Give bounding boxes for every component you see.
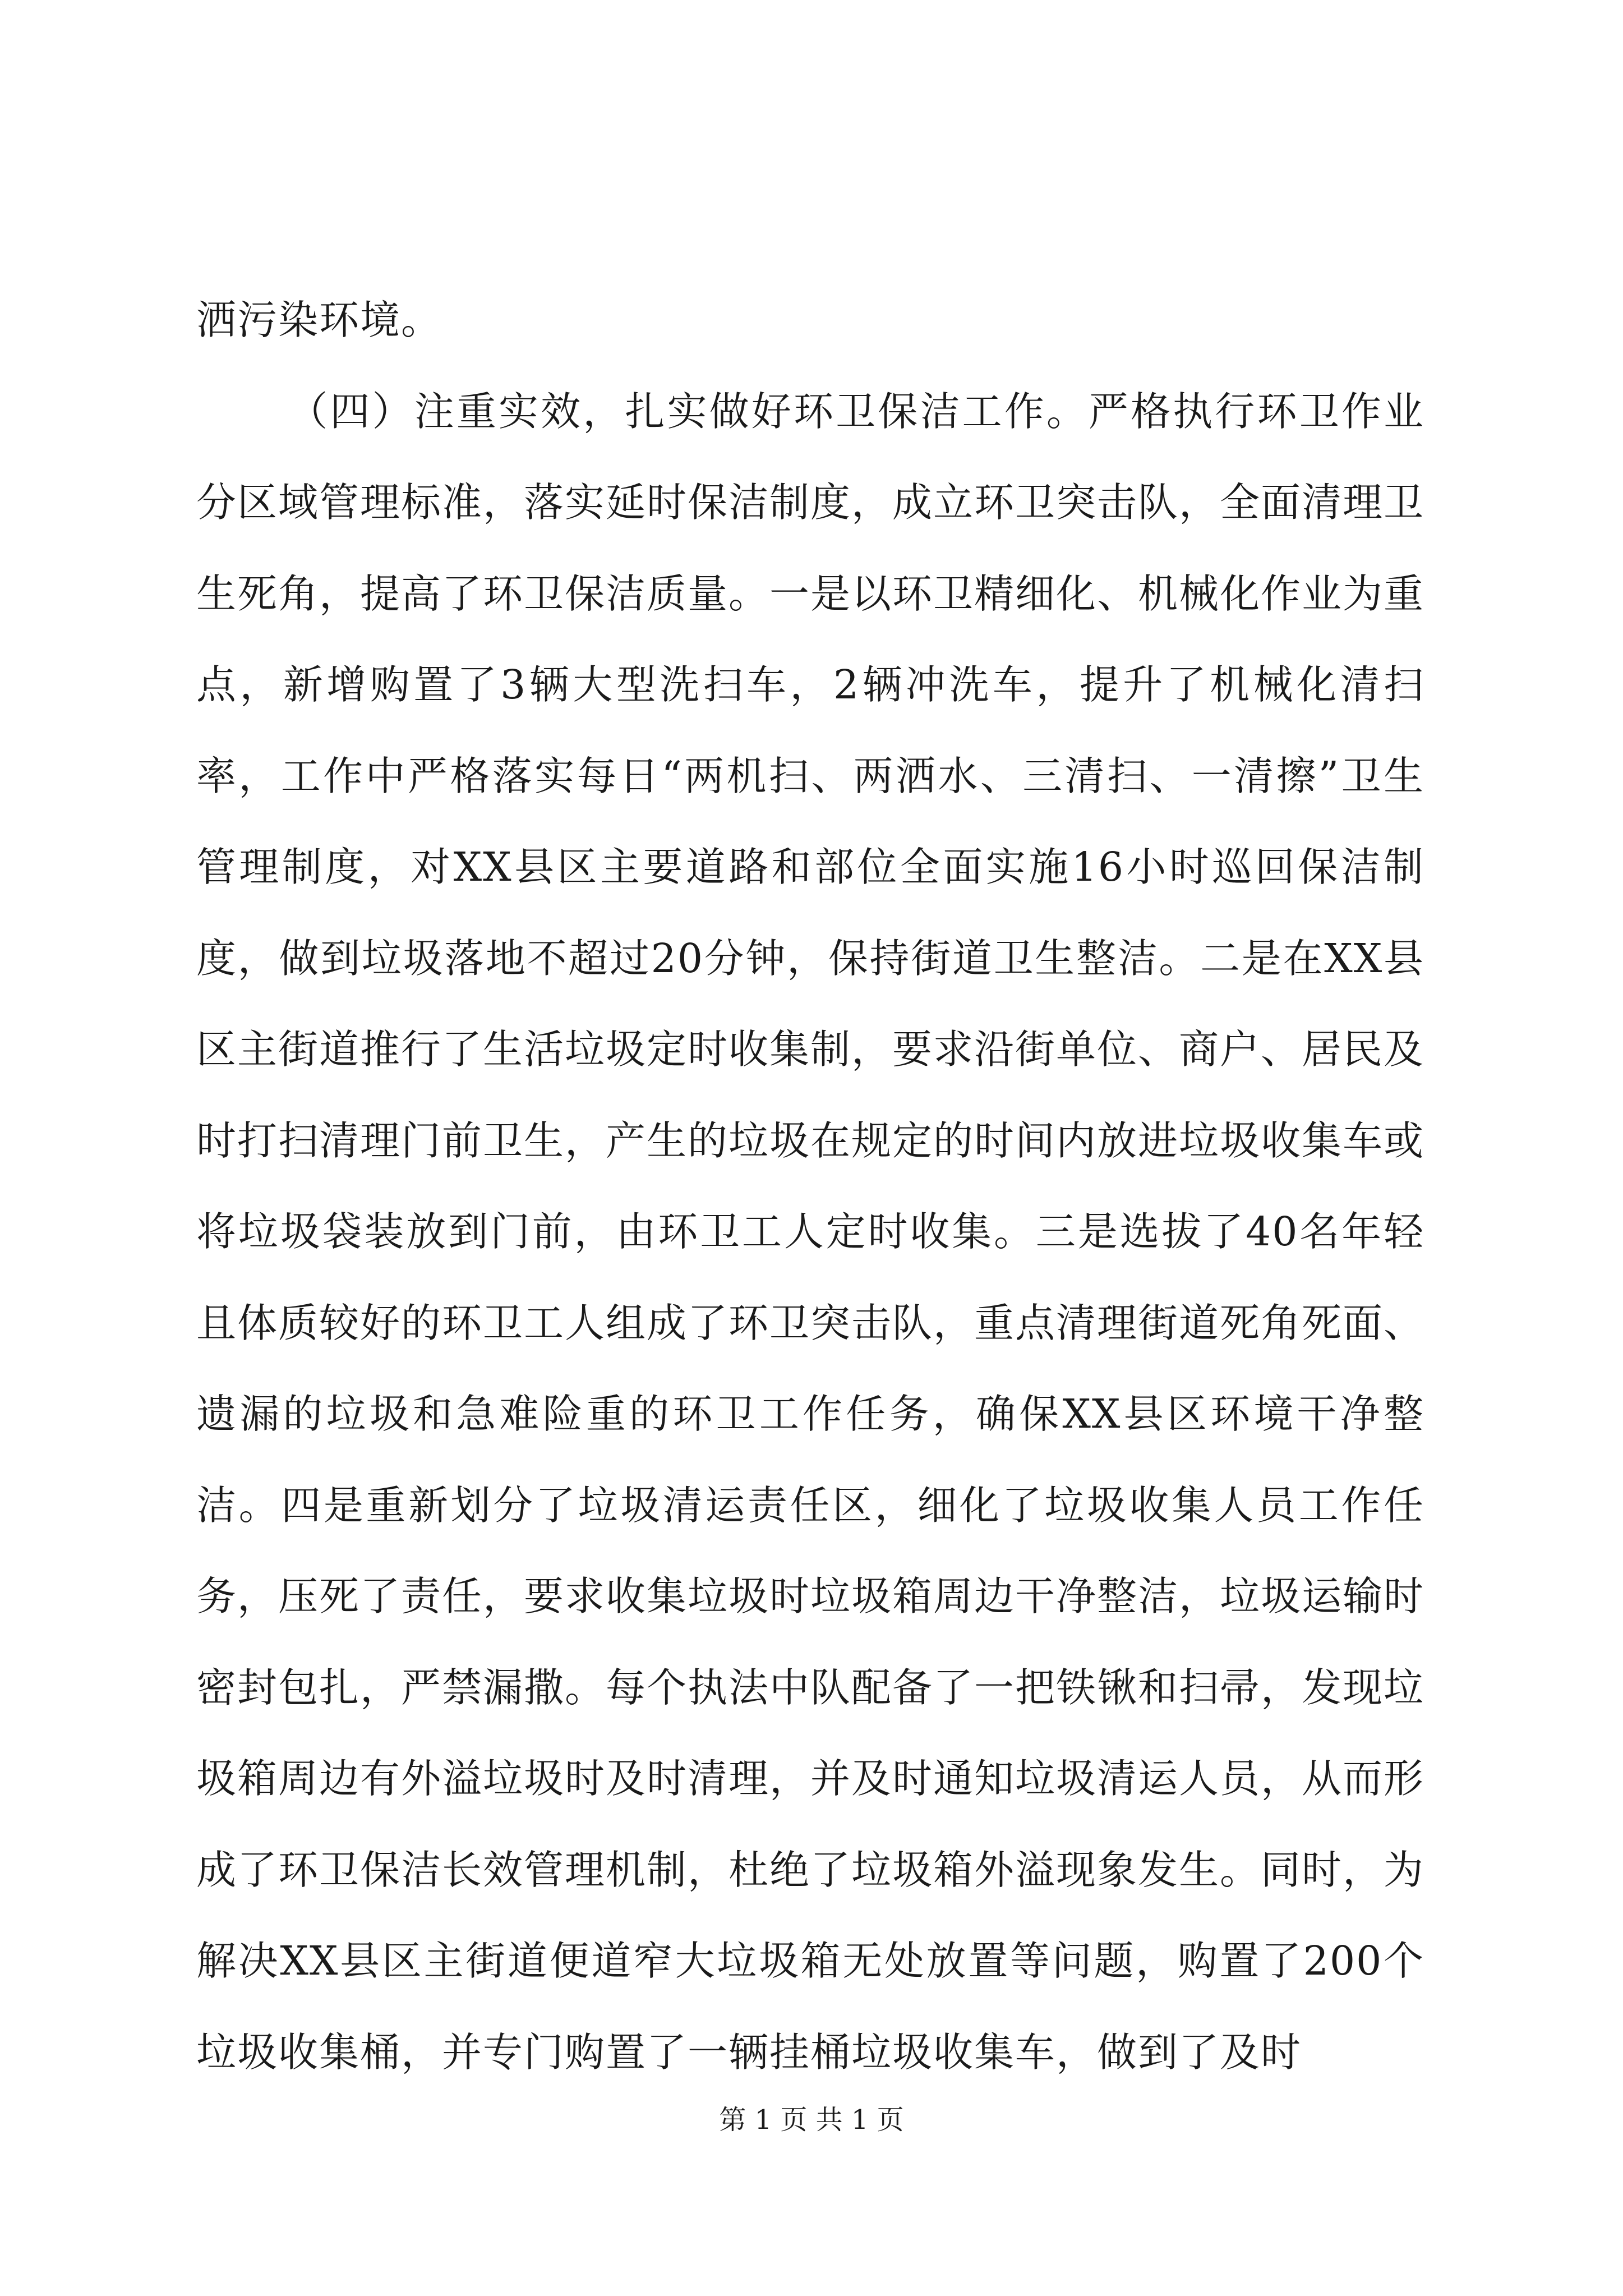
page-footer: 第 1 页 共 1 页 (719, 2104, 904, 2136)
paragraph-continuation: 洒污染环境。 (196, 297, 442, 343)
document-body (196, 275, 1424, 2098)
paragraph-section-four: （四）注重实效，扎实做好环卫保洁工作。严格执行环卫作业分区域管理标准，落实延时保洁制度，成立环卫突击队，全面清理卫生死角，提高了环卫保洁质量。一是以环卫精细化、机械化作业为重点，新增购置了3辆大型洗扫车，2辆冲洗车，提升了机械化清扫率，工作中严格落实每日“两机扫、两洒水、三清扫、一清擦”卫生管理制度，对XX县区主要道路和部位全面实施16小时巡回保洁制度，做到垃圾落地不超过20分钟，保持街道卫生整洁。二是在XX县区主街道推行了生活垃圾定时收集制，要求沿街单位、商户、居民及时打扫清理门前卫生，产生的垃圾在规定的时间内放进垃圾收集车或将垃圾袋装放到门前，由环卫工人定时收集。三是选拔了40名年轻且体质较好的环卫工人组成了环卫突击队，重点清理街道死角死面、遗漏的垃圾和急难险重的环卫工作任务，确保XX县区环境干净整洁。四是重新划分了垃圾清运责任区，细化了垃圾收集人员工作任务，压死了责任，要求收集垃圾时垃圾箱周边干净整洁，垃圾运输时密封包扎，严禁漏撒。每个执法中队配备了一把铁锹和扫帚，发现垃圾箱周边有外溢垃圾时及时清理，并及时通知垃圾清运人员，从而形成了环卫保洁长效管理机制，杜绝了垃圾箱外溢现象发生。同时，为解决XX县区主街道便道窄大垃圾箱无处放置等问题，购置了200个垃圾收集桶，并专门购置了一辆挂桶垃圾收集车，做到了及时 (196, 388, 1425, 2076)
